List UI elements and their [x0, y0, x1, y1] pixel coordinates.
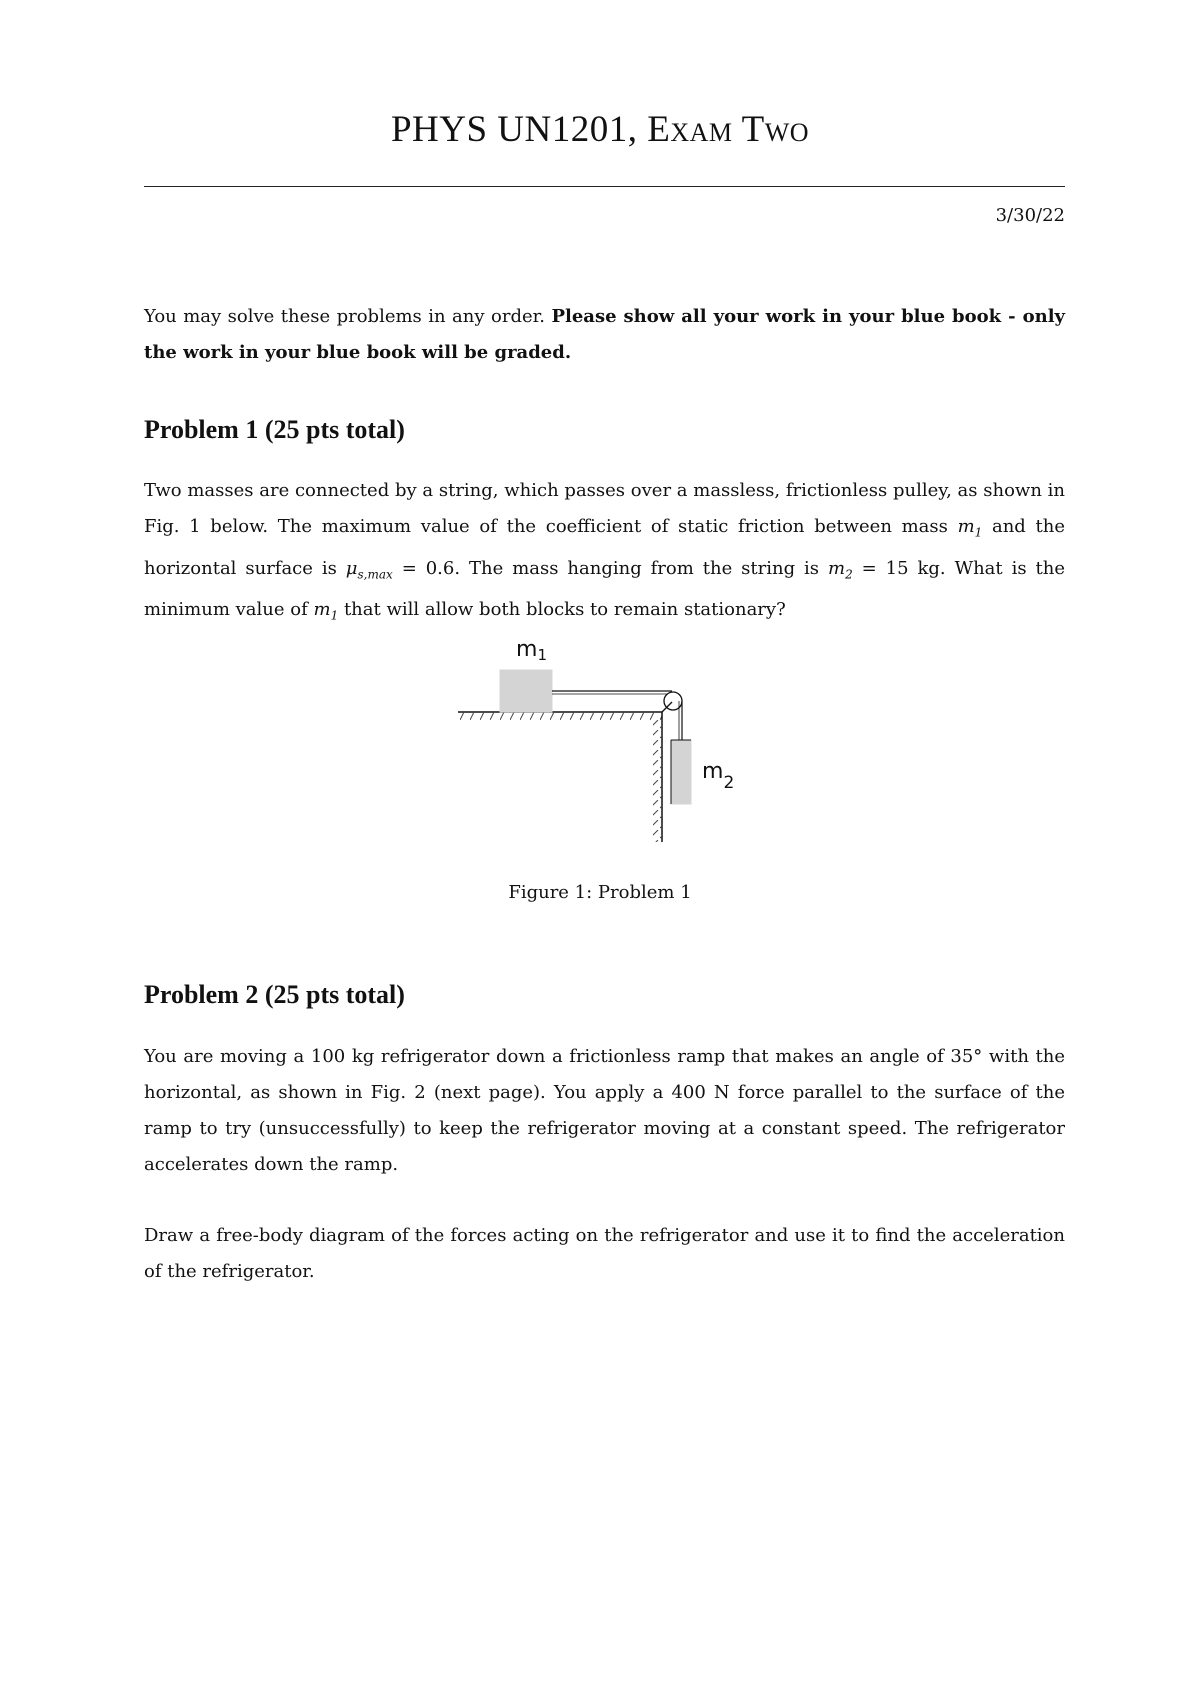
figure1-caption: Figure 1: Problem 1 — [508, 882, 692, 903]
table-hatching — [458, 712, 662, 720]
page-title — [0, 108, 1200, 151]
label-m1: m1 — [516, 637, 547, 664]
problem1-text-c: that will allow both blocks to remain stationary? — [343, 599, 786, 621]
problem1-m2-value: = 15 kg. What is the minimum value of — [144, 557, 1065, 621]
intro-paragraph — [144, 299, 1065, 371]
problem2-paragraph1: You are moving a 100 kg refrigerator down a frictionless ramp that makes an angle of 35° with the horizontal, as shown in Fig. 2 (next page). You apply a 400 N force parallel to the surface of the ramp to try (unsuccessfully) to keep the refrigerator moving at a constant speed. The refrigerator accelerates down the ramp. — [144, 1046, 1065, 1175]
block-m2 — [671, 740, 691, 804]
math-m2: $m_2$ — [827, 557, 853, 582]
wall-hatching — [653, 720, 662, 842]
intro-plain: You may solve these problems in any order. — [144, 306, 545, 327]
math-mu: $\mu_{s,max}$ — [345, 557, 393, 582]
problem1-text — [144, 473, 1065, 634]
title-course: PHYS UN1201, — [390, 109, 638, 150]
problem1-text-b: and the horizontal surface is — [144, 516, 1065, 579]
math-m1: $m_1$ — [957, 516, 983, 540]
title-divider — [144, 186, 1065, 187]
exam-date: 3/30/22 — [995, 205, 1065, 226]
math-m1-repeat: $m_1$ — [313, 599, 339, 623]
pulley-figure — [450, 630, 770, 850]
label-m2: $m_2$ — [702, 759, 735, 793]
problem1-heading: Problem 1 (25 pts total) — [144, 415, 405, 444]
problem1-text-a: Two masses are connected by a string, which passes over a massless, frictionless pulley, as shown in Fig. 1 below. The maximum value of the coefficient of static friction between mass — [144, 480, 1065, 537]
block-m1 — [500, 670, 552, 712]
problem1-mu-value: = 0.6. The mass hanging from the string is — [401, 557, 820, 579]
title-exam: Exam Two — [647, 109, 810, 150]
problem2-heading: Problem 2 (25 pts total) — [144, 980, 405, 1009]
problem2-paragraph2: Draw a free-body diagram of the forces acting on the refrigerator and use it to find the acceleration of the refrigerator. — [144, 1225, 1065, 1282]
intro-bold: Please show all your work in your blue book - only the work in your blue book will be graded. — [144, 306, 1065, 363]
